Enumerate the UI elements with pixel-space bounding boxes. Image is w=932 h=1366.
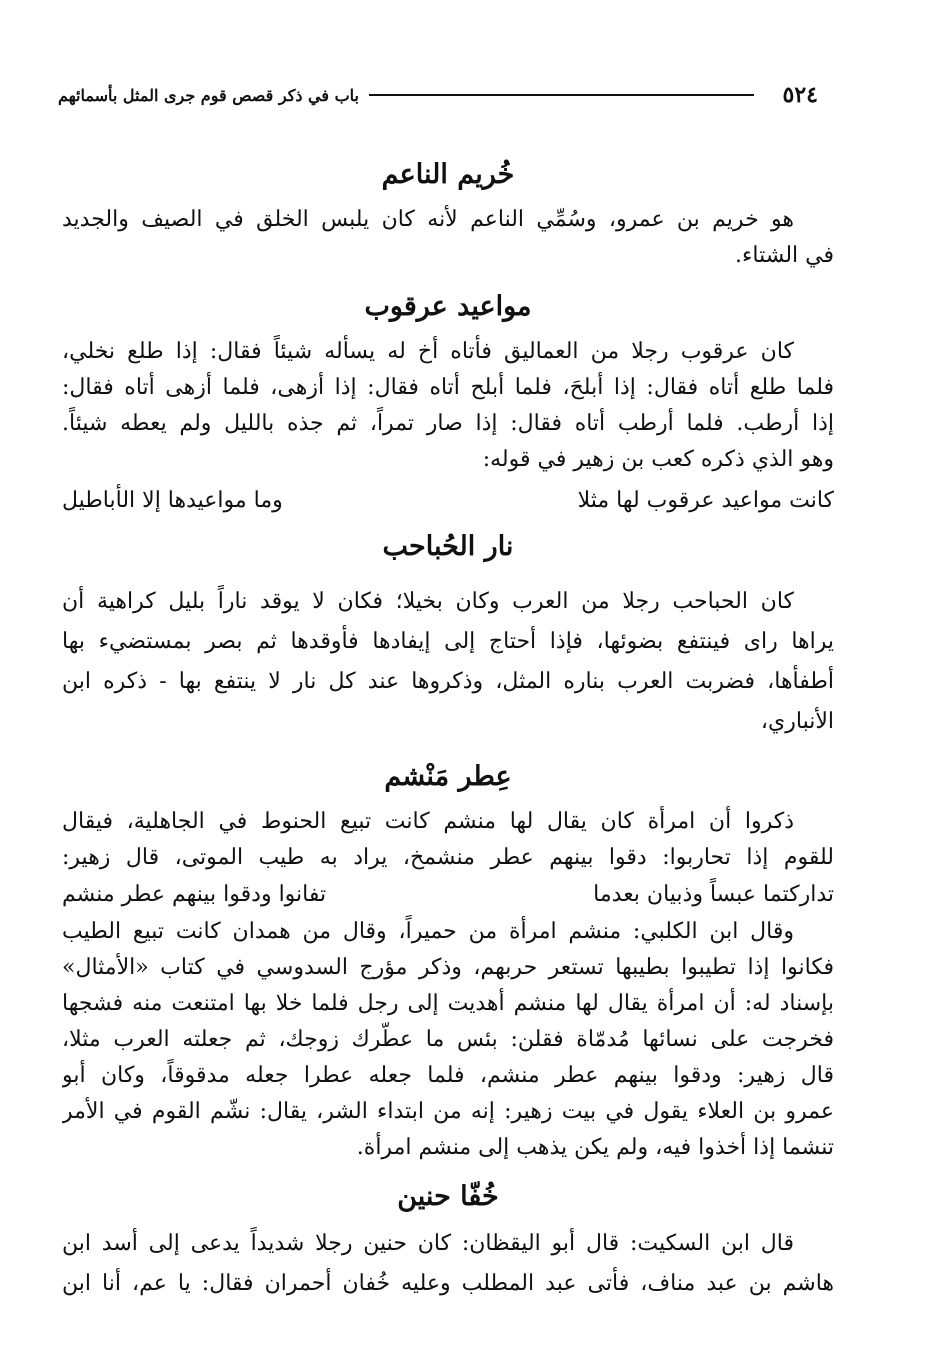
text-line: تنشما إذا أخذوا فيه، ولم يكن يذهب إلى منشم امرأة. — [356, 1135, 834, 1160]
text-line: إذا أرطب. فلما أرطب أتاه فقال: إذا صار تمراً، ثم جذه بالليل ولم يعطه شيئاً. — [62, 411, 834, 436]
verse-second-hemistich: تفانوا ودقوا بينهم عطر منشم — [62, 882, 327, 907]
text-line: يراها راى فينتفع بضوئها، فإذا أحتاج إلى إيفادها فأوقدها ثم بصر بمستضيء بها — [62, 629, 834, 654]
text-line: هو خريم بن عمرو، وسُمِّي الناعم لأنه كان يلبس الخلق في الصيف والجديد — [62, 207, 794, 232]
text-line: وقال ابن الكلبي: منشم امرأة من حميراً، وقال من همدان كانت تبيع الطيب — [62, 919, 794, 944]
page-body — [62, 140, 834, 1366]
text-line: عمرو بن العلاء يقول في بيت زهير: إنه من ابتداء الشر، يقال: نشّم القوم في الأمر — [62, 1099, 834, 1124]
text-line: في الشتاء. — [735, 243, 834, 268]
section-title: خُريم الناعم — [381, 159, 515, 190]
text-line: هاشم بن عبد مناف، فأتى عبد المطلب وعليه خُفان أحمران فقال: يا عم، أنا ابن — [62, 1271, 834, 1296]
text-line: وهو الذي ذكره كعب بن زهير في قوله: — [482, 447, 834, 472]
text-line: قال زهير: ودقوا بينهم عطر منشم، فلما جعله عطرا جعله مدقوقاً، وكان أبو — [62, 1063, 834, 1088]
text-line: فلما طلع أتاه فقال: إذا أبلحَ، فلما أبلح أتاه فقال: إذا أزهى، فلما أزهى أتاه فقال: — [62, 375, 834, 400]
section-title: نار الحُباحب — [382, 531, 514, 562]
section-title: مواعيد عرقوب — [364, 291, 532, 322]
text-line: فكانوا إذا تطيبوا بطيبها تستعر حربهم، وذكر مؤرج السدوسي في كتاب «الأمثال» — [62, 955, 834, 980]
text-line: بإسناد له: أن امرأة يقال لها منشم أهديت إلى رجل فلما خلا بها امتنعت منه فشجها — [62, 991, 834, 1016]
section-title: عِطر مَنْشم — [384, 761, 512, 792]
section-title: خُفّا حنين — [397, 1181, 499, 1212]
header-rule — [369, 94, 754, 96]
running-header — [58, 80, 818, 110]
page-number: ٥٢٤ — [782, 82, 818, 108]
poem-verse — [62, 482, 834, 520]
text-line: أطفأها، فضربت العرب بناره المثل، وذكروها عند كل نار لا ينتفع بها - ذكره ابن — [62, 669, 834, 694]
poem-verse — [62, 876, 834, 914]
verse-second-hemistich: وما مواعيدها إلا الأباطيل — [62, 488, 283, 513]
running-title: باب في ذكر قصص قوم جرى المثل بأسمائهم — [58, 85, 359, 105]
verse-first-hemistich: كانت مواعيد عرقوب لها مثلا — [577, 488, 834, 513]
text-line: للقوم إذا تحاربوا: دقوا بينهم عطر منشمخ، يراد به طيب الموتى، قال زهير: — [62, 845, 834, 870]
text-line: الأنباري، — [760, 709, 834, 734]
text-line: فخرجت على نسائها مُدمّاة فقلن: بئس ما عطّرك زوجك، ثم جعلته العرب مثلا، — [62, 1027, 834, 1052]
verse-first-hemistich: تداركتما عبساً وذبيان بعدما — [593, 882, 834, 907]
text-line: ذكروا أن امرأة كان يقال لها منشم كانت تبيع الحنوط في الجاهلية، فيقال — [62, 809, 794, 834]
text-line: كان الحباحب رجلا من العرب وكان بخيلا؛ فكان لا يوقد ناراً بليل كراهية أن — [62, 589, 794, 614]
text-line: قال ابن السكيت: قال أبو اليقظان: كان حنين رجلا شديداً يدعى إلى أسد ابن — [62, 1231, 794, 1256]
text-line: كان عرقوب رجلا من العماليق فأتاه أخ له يسأله شيئاً فقال: إذا طلع نخلي، — [62, 339, 794, 364]
